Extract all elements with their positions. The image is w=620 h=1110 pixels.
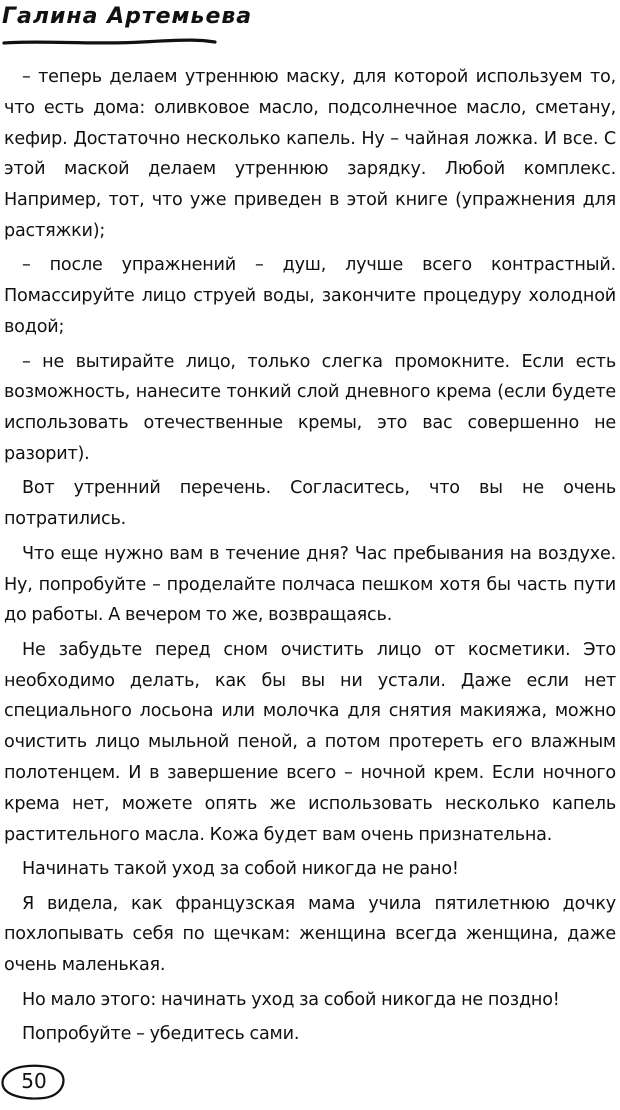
paragraph: – теперь делаем утреннюю маску, для которой используем то, что есть дома: оливковое масло, подсолнечное масло, сметану, кефир. Достаточно несколько капель. Ну – чайная ложка. И все. С этой маской делаем утреннюю зарядку. Любой комплекс. Например, тот, что уже приведен в этой книге (упражнения для растяжки);	[4, 67, 616, 241]
paragraph: – не вытирайте лицо, только слегка промокните. Если есть возможность, нанесите тонкий слой дневного крема (если будете использовать отечественные кремы, это вас совершенно не разорит).	[4, 351, 616, 464]
paragraph: Но мало этого: начинать уход за собой никогда не поздно!	[22, 989, 560, 1010]
paragraph: Я видела, как французская мама учила пятилетнюю дочку похлопывать себя по щечкам: женщина всегда женщина, даже очень маленькая.	[4, 893, 616, 976]
paragraph: Начинать такой уход за собой никогда не рано!	[22, 859, 459, 880]
running-header	[2, 2, 262, 48]
body-text	[4, 62, 616, 1054]
paragraph: Не забудьте перед сном очистить лицо от косметики. Это необходимо делать, как бы вы ни устали. Даже если нет специального лосьона или молочка для снятия макияжа, можно очистить лицо мыльной пеной, а потом протереть его влажным полотенцем. И в завершение всего – ночной крем. Если ночного крема нет, можете опять же использовать несколько капель растительного масла. Кожа будет вам очень признательна.	[4, 639, 616, 845]
header-underline	[2, 36, 217, 48]
paragraph: – после упражнений – душ, лучше всего контрастный. Помассируйте лицо струей воды, закончите процедуру холодной водой;	[4, 255, 616, 338]
author-name: Галина Артемьева	[2, 4, 253, 29]
paragraph: Что еще нужно вам в течение дня? Час пребывания на воздухе. Ну, попробуйте – проделайте полчаса пешком хотя бы часть пути до работы. А вечером то же, возвращаясь.	[4, 543, 616, 626]
paragraph: Попробуйте – убедитесь сами.	[22, 1024, 300, 1045]
page-number-badge	[0, 1062, 70, 1102]
page-number: 50	[21, 1069, 47, 1093]
paragraph: Вот утренний перечень. Согласитесь, что вы не очень потратились.	[4, 478, 616, 530]
